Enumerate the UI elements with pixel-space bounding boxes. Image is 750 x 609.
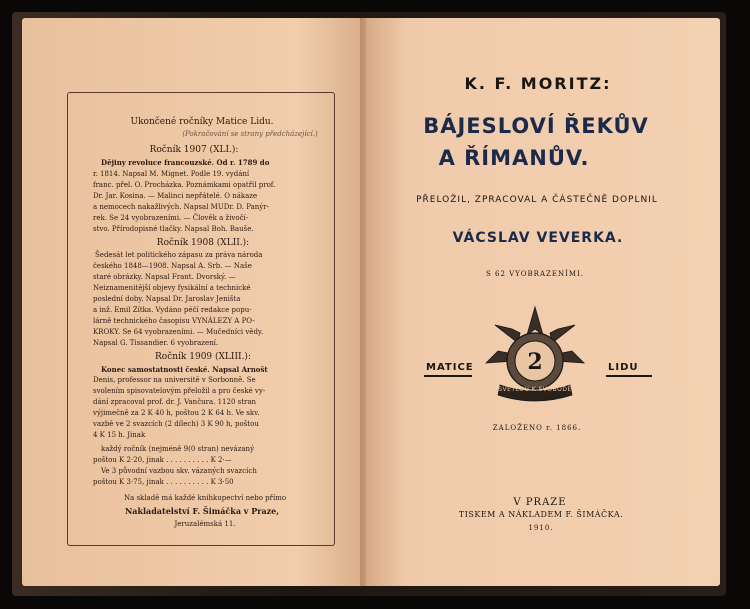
catalog-header: Ukončené ročníky Matice Lidu. [130,117,274,127]
emblem-left-label: MATICE [426,362,474,373]
year-1908-line: staré obrázky. Napsal Frant. Dvorský. — [93,273,236,281]
year-1909-line: 4 K 15 h. Jinak [93,431,146,439]
price-line: Ve 3 původní vazbou skv. vázaných svazcích [101,467,257,475]
year-1907-line: stvo. Přírodopisné tlačky. Napsal Boh. Bauše. [93,225,254,233]
founded-note: ZALOŽENO r. 1866. [492,424,582,432]
year-1908-heading: Ročník 1908 (XLII.): [156,238,250,248]
year-1908-line: lárně technického časopisu VYNÁLEZY A PO- [93,317,255,325]
city: V PRAZE [513,497,567,508]
year-1909-line: dání zpracoval prof. dr. J. Vančura. 1120 stran [93,398,257,406]
svg-text:2: 2 [527,349,543,375]
year-1907-heading: Ročník 1907 (XLI.): [149,145,239,155]
year-1907-line: Dr. Jar. Kosina. — Malinci nepřátelé. O nákaze [93,192,258,200]
year-1909-heading: Ročník 1909 (XLIII.): [155,352,251,362]
year-1909-line: Konec samostatnosti české. Napsal Arnošt [101,365,268,374]
printer-credit: TISKEM A NÁKLADEM F. ŠIMÁČKA. [458,510,624,519]
price-line: poštou K 3·75, jinak . . . . . . . . . . K 3·50 [93,478,234,486]
year-1908-line: poslední doby. Napsal Dr. Jaroslav Jeništa [93,295,241,303]
illustrations-note: S 62 VYOBRAZENÍMI. [485,270,585,278]
year-1907-line: franc. přel. O. Procházka. Poznámkami opatřil prof. [93,181,276,189]
year-1909-line: výjimečně za 2 K 40 h, poštou 2 K 64 h. Ve skv. [93,409,260,417]
footer-line: Na skladě má každé knihkupectví nebo přímo [123,494,287,502]
book-title-line2: A ŘÍMANŮV. [438,146,590,170]
year-1908-line: Neiznamenitější objevy fysikální a technické [93,284,251,292]
translator-name: VÁCSLAV VEVERKA. [452,230,624,246]
year-1908-line: a inž. Emil Zítka. Vydáno péčí redakce popu- [93,306,252,314]
year-1907-line: rek. Se 24 vyobrazeními. — Člověk a živočí- [93,214,249,222]
publisher-name: Nakladatelství F. Šimáčka v Praze, [124,506,280,516]
book-title-line1: BÁJESLOVÍ ŘEKŮV [423,114,649,138]
year-1908-line: KROKY. Se 64 vyobrazeními. — Mučedníci vědy. [93,328,264,336]
price-line: poštou K 2·20, jinak . . . . . . . . . . K 2·— [93,456,232,464]
emblem-right-label: LIDU [608,362,639,373]
price-line: každý ročník (nejméně 9(0 stran) nevázaný [101,445,255,453]
publisher-address: Jeruzalémská 11. [174,520,236,528]
year-1907-line: a nemocech nakažlivých. Napsal MUDr. D. Panýr- [93,203,269,211]
author-name: K. F. MORITZ: [464,74,612,93]
year-1908-line: českého 1848—1908. Napsal A. Srb. — Naše [93,262,252,270]
translation-credit: PŘELOŽIL, ZPRACOVAL A ČÁSTEČNĚ DOPLNIL [416,195,658,205]
emblem-left-rule [424,375,472,377]
year-1908-line: Napsal G. Tissandier. 6 vyobrazení. [93,339,219,347]
emblem-right-rule [606,375,652,377]
year-1908-line: Šedesát let politického zápasu za práva národa [95,251,263,259]
catalog-header-note: (Pokračování se strany předcházející.) [182,130,318,138]
emblem-motto: SVĚTLOU K SVOBODĚ [498,386,572,393]
year-1909-line: Denis, professor na universitě v Sorbonně. Se [93,376,256,384]
publication-year: 1910. [528,524,554,532]
year-1909-line: vazbě ve 2 svazcích (2 dílech) 3 K 90 h, poštou [93,420,259,428]
year-1907-line: Dějiny revoluce francouzské. Od r. 1789 do [101,158,270,167]
matice-lidu-emblem-icon [480,305,590,410]
year-1907-line: r. 1814. Napsal M. Mignet. Podle 19. vydání [93,170,250,178]
year-1909-line: svolením spisovatelovým přeložil a pro české vy- [93,387,266,395]
